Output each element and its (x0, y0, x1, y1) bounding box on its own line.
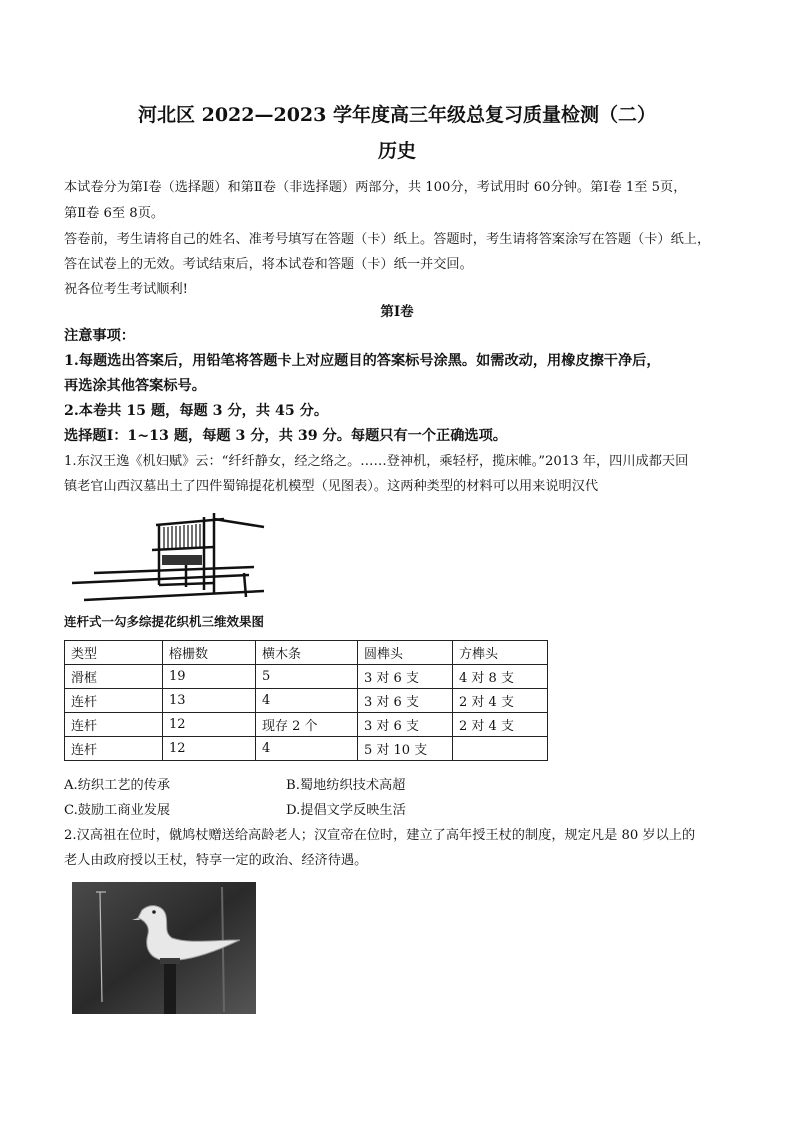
loom-data-table (64, 640, 548, 761)
notice-line-2: 2.本卷共 15 题，每题 3 分，共 45 分。 (64, 403, 329, 419)
exam-subject: 历史 (377, 140, 416, 162)
intro-line-3: 答卷前，考生请将自己的姓名、准考号填写在答题（卡）纸上。答题时，考生请将答案涂写在答题（卡）纸上， (64, 232, 711, 247)
table-cell: 13 (163, 689, 256, 713)
table-cell: 4 对 8 支 (453, 665, 548, 689)
table-cell: 5 对 10 支 (358, 737, 453, 761)
table-cell: 3 对 6 支 (358, 689, 453, 713)
table-cell: 4 (256, 689, 358, 713)
table-header-cell: 横木条 (256, 641, 358, 665)
q2-stem-line-1: 2.汉高祖在位时，僦鸠杖赠送给高龄老人；汉宣帝在位时，建立了高年授王杖的制度，规定凡是 80 岁以上的 (64, 828, 696, 843)
figure-caption: 连杆式一勾多综提花织机三维效果图 (64, 614, 265, 629)
table-cell: 12 (163, 737, 256, 761)
notice-line-1a: 1.每题选出答案后，用铅笔将答题卡上对应题目的答案标号涂黑。如需改动，用橡皮擦干净后， (64, 353, 661, 369)
table-cell: 2 对 4 支 (453, 689, 548, 713)
table-cell: 4 (256, 737, 358, 761)
table-header-cell: 榕栅数 (163, 641, 256, 665)
dove-staff-photo (72, 882, 256, 1014)
table-row (65, 737, 548, 761)
table-cell (453, 737, 548, 761)
q1-stem-line-2: 镇老官山西汉墓出土了四件蜀锦提花机模型（见图表）。这两种类型的材料可以用来说明汉代 (64, 479, 599, 494)
notice-title: 注意事项： (64, 328, 135, 344)
table-header-row (65, 641, 548, 665)
loom-figure (64, 505, 284, 610)
table-cell: 19 (163, 665, 256, 689)
intro-line-4: 答在试卷上的无效。考试结束后，将本试卷和答题（卡）纸一并交回。 (64, 257, 473, 272)
q1-stem-line-1: 1.东汉王逸《机妇赋》云：“纤纤静女，经之络之。……登神机，乘轻杼，揽床帷。”2013 年，四川成都天回 (64, 454, 689, 469)
table-cell: 连杆 (65, 737, 163, 761)
table-row (65, 689, 548, 713)
table-cell: 现存 2 个 (256, 713, 358, 737)
table-row (65, 713, 548, 737)
q1-option-c[interactable]: C.鼓励工商业发展 (64, 803, 171, 818)
intro-line-1: 本试卷分为第Ⅰ卷（选择题）和第Ⅱ卷（非选择题）两部分，共 100分，考试用时 60分钟。第Ⅰ卷 1至 5页， (64, 180, 687, 195)
exam-title: 河北区 2022—2023 学年度高三年级总复习质量检测（二） (138, 104, 656, 126)
table-cell: 滑框 (65, 665, 163, 689)
table-cell: 连杆 (65, 689, 163, 713)
choice-header: 选择题Ⅰ：1~13 题，每题 3 分，共 39 分。每题只有一个正确选项。 (64, 428, 507, 444)
section-heading: 第Ⅰ卷 (380, 304, 414, 320)
table-header-cell: 方榫头 (453, 641, 548, 665)
table-cell: 5 (256, 665, 358, 689)
table-cell: 3 对 6 支 (358, 665, 453, 689)
table-cell: 3 对 6 支 (358, 713, 453, 737)
table-cell: 2 对 4 支 (453, 713, 548, 737)
intro-line-5: 祝各位考生考试顺利! (64, 282, 188, 297)
q1-option-a[interactable]: A.纺织工艺的传承 (64, 778, 171, 793)
q1-option-d[interactable]: D.提倡文学反映生活 (286, 803, 406, 818)
table-row (65, 665, 548, 689)
table-cell: 连杆 (65, 713, 163, 737)
q2-stem-line-2: 老人由政府授以王杖，特享一定的政治、经济待遇。 (64, 853, 368, 868)
table-header-cell: 圆榫头 (358, 641, 453, 665)
intro-line-2: 第Ⅱ卷 6至 8页。 (64, 206, 165, 221)
notice-line-1b: 再选涂其他答案标号。 (64, 378, 206, 394)
q1-option-b[interactable]: B.蜀地纺织技术高超 (286, 778, 406, 793)
table-header-cell: 类型 (65, 641, 163, 665)
table-cell: 12 (163, 713, 256, 737)
